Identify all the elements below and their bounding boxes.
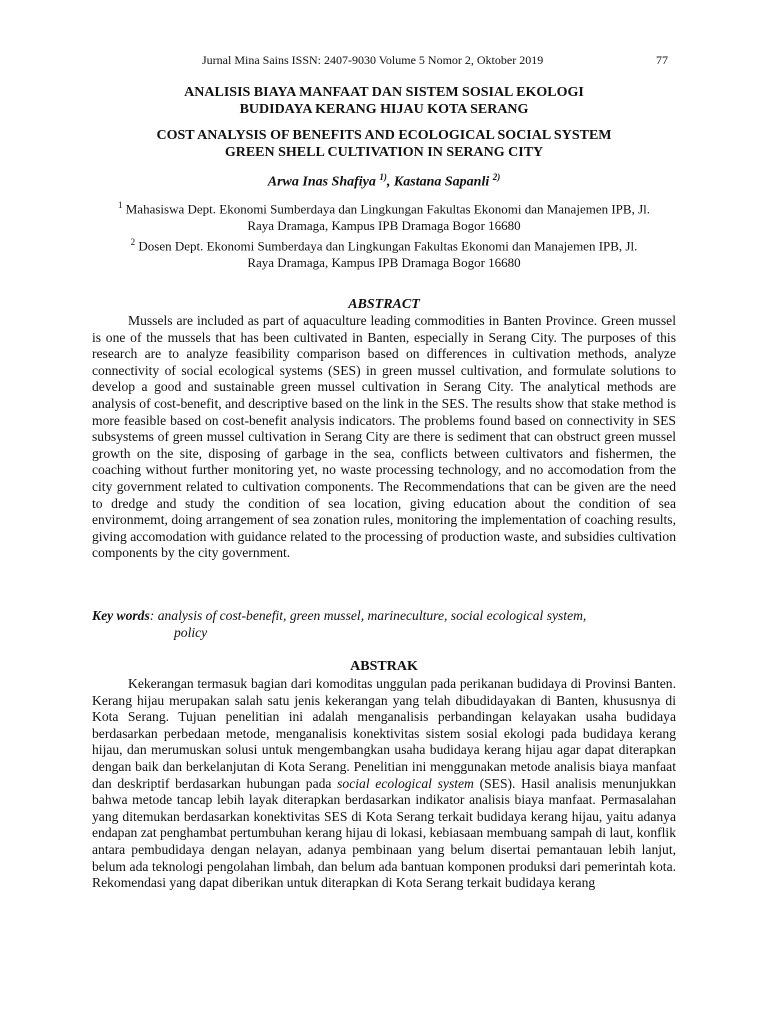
- author-1-name: Arwa Inas Shafiya: [267, 174, 376, 190]
- author-2-name: Kastana Sapanli: [393, 174, 490, 190]
- abstract-indonesian-heading: ABSTRAK: [350, 659, 418, 674]
- author-separator: ,: [386, 174, 394, 190]
- affiliation-1-line-2: Raya Dramaga, Kampus IPB Dramaga Bogor 16680: [247, 217, 521, 233]
- title-indonesian-line-2: BUDIDAYA KERANG HIJAU KOTA SERANG: [239, 102, 529, 117]
- keywords-text-1: : analysis of cost-benefit, green mussel, marineculture, social ecological system,: [149, 608, 587, 623]
- keywords-label: Key words: [92, 608, 150, 623]
- affiliation-2-mark: 2: [130, 237, 136, 248]
- affiliation-2-line-2: Raya Dramaga, Kampus IPB Dramaga Bogor 16680: [247, 255, 521, 271]
- affiliation-2-line-1: Dosen Dept. Ekonomi Sumberdaya dan Lingkungan Fakultas Ekonomi dan Manajemen IPB, Jl.: [138, 238, 638, 254]
- title-block: [92, 84, 676, 191]
- title-english-line-1: COST ANALYSIS OF BENEFITS AND ECOLOGICAL SOCIAL SYSTEM: [156, 128, 612, 143]
- affiliation-1: [92, 197, 676, 234]
- affiliation-1-mark: 1: [118, 200, 123, 210]
- keywords: [92, 608, 676, 641]
- author-2-mark: 2): [492, 172, 501, 182]
- title-indonesian-line-1: ANALISIS BIAYA MANFAAT DAN SISTEM SOSIAL EKOLOGI: [184, 85, 584, 100]
- title-english: [92, 127, 676, 161]
- keywords-text-2: policy: [174, 624, 208, 640]
- abstract-english-body: Mussels are included as part of aquaculture leading commodities in Banten Province. Green mussel is one of the mussels that has been cultivated in Banten, especially in Serang City. The purposes of this research are to analyze feasibility comparison based on differences in cultivation methods, analyze connectivity of social ecological systems (SES) in green mussel cultivation, and formulate solutions to develop a good and sustainable green mussel cultivation in Serang City. The analytical methods are analysis of cost-benefit, and descriptive based on the link in the SES. The results show that stake method is more feasible based on cost-benefit analysis indicators. The problems found based on connectivity in SES subsystems of green mussel cultivation in Serang City are there is sediment that can obstruct green mussel growth on the site, disposing of garbage in the sea, conflicts between cultivators and fishermen, the coaching without further monitoring yet, no waste processing technology, and no accomodation from the city government related to cultivation components. The Recommendations that can be given are the need to dredge and study the condition of sea location, giving education about the condition of sea environmemt, doing arrangement of sea zonation rules, monitoring the implementation of coaching results, giving accomodation with guidance related to the processing of production waste, and subsidies cultivation components by the city government.: [92, 313, 676, 561]
- abstract-indonesian-italic-term: social ecological system: [337, 775, 474, 791]
- keywords-line-1: [92, 608, 676, 625]
- abstract-indonesian-text-b: (SES). Hasil analisis menunjukkan bahwa metode tancap lebih layak diterapkan berdasarkan indikator analisis biaya manfaat. Permasalahan yang ditemukan berdasarkan konektivitas SES di Kota Serang terkait budidaya kerang hijau, yaitu adanya endapan zat penghambat pertumbuhan kerang hijau di lokasi, kebiasaan membuang sampah di laut, konflik antara pembudidaya dengan nelayan, adanya pembinaan yang belum disertai pemantauan lebih lanjut, belum ada teknologi pengolahan limbah, dan belum ada bantuan komponen produksi dari pemerintah kota. Rekomendasi yang dapat diberikan untuk diterapkan di Kota Serang terkait budidaya kerang: [92, 775, 676, 891]
- page-number: 77: [656, 53, 668, 67]
- author-1-mark: 1): [379, 172, 387, 182]
- abstract-english: [92, 296, 676, 562]
- title-indonesian: [92, 84, 676, 118]
- affiliations: [92, 197, 676, 272]
- affiliation-1-line-1: Mahasiswa Dept. Ekonomi Sumberdaya dan Lingkungan Fakultas Ekonomi dan Manajemen IPB, Jl.: [125, 201, 650, 217]
- abstract-indonesian-body: [92, 676, 676, 892]
- author-list: [92, 169, 676, 191]
- abstract-indonesian-text-a: Kekerangan termasuk bagian dari komoditas unggulan pada perikanan budidaya di Provinsi Banten. Kerang hijau merupakan salah satu jenis kekerangan yang telah dibudidayakan di Banten, khususnya di Kota Serang. Tujuan penelitian ini adalah menganalisis perbandingan kelayakan usaha budidaya berdasarkan perbedaan metode, menganalisis konektivitas sistem sosial ekologi pada budidaya kerang hijau, dan merumuskan solusi untuk mengembangkan usaha budidaya kerang hijau agar dapat diterapkan dengan baik dan berkelanjutan di Kota Serang. Penelitian ini menggunakan metode analisis biaya manfaat dan deskriptif berdasarkan hubungan pada: [92, 676, 676, 791]
- abstract-indonesian: [92, 658, 676, 892]
- affiliation-2: [92, 234, 676, 271]
- journal-citation: Jurnal Mina Sains ISSN: 2407-9030 Volume 5 Nomor 2, Oktober 2019: [202, 53, 544, 67]
- title-english-line-2: GREEN SHELL CULTIVATION IN SERANG CITY: [224, 145, 544, 160]
- abstract-english-heading: ABSTRACT: [348, 297, 420, 312]
